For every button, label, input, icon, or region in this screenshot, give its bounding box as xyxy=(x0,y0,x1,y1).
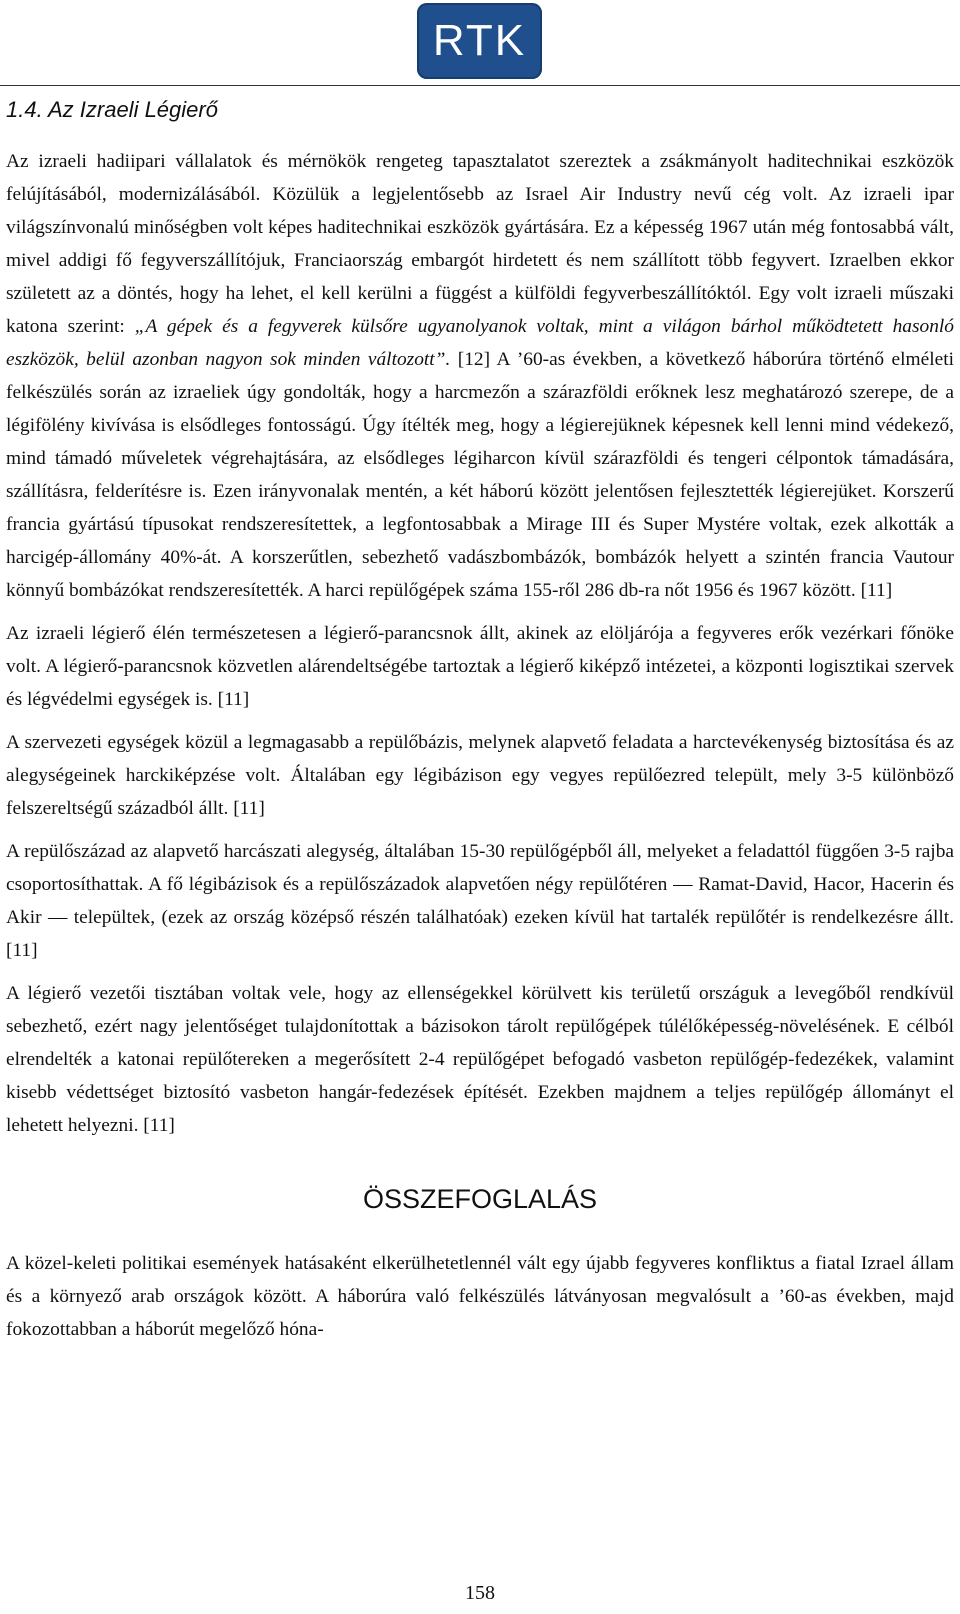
page-header xyxy=(0,0,960,90)
summary-title: ÖSSZEFOGLALÁS xyxy=(362,1184,598,1214)
header-rule xyxy=(0,85,960,86)
paragraph-1-quote: „A gépek és a fegyverek külsőre ugyanolyanok voltak, mint a világon bárhol működtetett hasonló eszközök, belül azonban nagyon sok minden változott”. xyxy=(6,316,954,370)
page-content xyxy=(6,145,954,1356)
summary-paragraph: A közel-keleti politikai események hatásaként elkerülhetetlennél vált egy újabb fegyveres konfliktus a fiatal Izrael állam és a környező arab országok között. A háborúra való felkészülés látványosan megvalósult a ’60-as években, majd fokozottabban a háborút megelőző hóna- xyxy=(6,1253,954,1340)
paragraph-2: Az izraeli légierő élén természetesen a légierő-parancsnok állt, akinek az elöljárója a fegyveres erők vezérkari főnöke volt. A légierő-parancsnok közvetlen alárendeltségébe tartoztak a légierő kiképző intézetei, a központi logisztikai szervek és légvédelmi egységek is. [11] xyxy=(6,623,954,710)
paragraph-4: A repülőszázad az alapvető harcászati alegység, általában 15-30 repülőgépből áll, melyeket a feladattól függően 3-5 rajba csoportosíthattak. A fő légibázisok és a repülőszázadok alapvetően négy repülőtéren ― Ramat-David, Hacor, Hacerin és Akir ― települtek, (ezek az ország középső részén találhatóak) ezeken kívül hat tartalék repülőtér is rendelkezésre állt. [11] xyxy=(6,841,954,961)
paragraph-1-text-b: [12] A ’60-as években, a következő háborúra történő elméleti felkészülés során az izraeliek úgy gondolták, hogy a harcmezőn a szárazföldi erőknek lesz meghatározó szerepe, de a légifölény kivívása is elsődleges fontosságú. Úgy ítélték meg, hogy a légierejüknek képesnek kell lenni mind védekező, mind támadó műveletek végrehajtására, az elsődleges légiharcon kívül szárazföldi és tengeri célpontok támadására, szállításra, felderítésre is. Ezen irányvonalak mentén, a két háború között jelentősen fejlesztették légierejüket. Korszerű francia gyártású típusokat rendszeresítettek, a legfontosabbak a Mirage III és Super Mystére voltak, ezek alkották a harcigép-állomány 40%-át. A korszerűtlen, sebezhető vadászbombázók, bombázók helyett a szintén francia Vautour könnyű bombázókat rendszeresítették. A harci repülőgépek száma 155-ről 286 db-ra nőt 1956 és 1967 között. [11] xyxy=(6,349,954,601)
paragraph-3: A szervezeti egységek közül a legmagasabb a repülőbázis, melynek alapvető feladata a harctevékenység biztosítása és az alegységeinek harckiképzése volt. Általában egy légibázison egy vegyes repülőezred települt, mely 3-5 különböző felszereltségű századból állt. [11] xyxy=(6,732,954,819)
page-number: 158 xyxy=(465,1582,495,1604)
section-title: 1.4. Az Izraeli Légierő xyxy=(6,97,218,122)
rtk-logo xyxy=(417,3,542,79)
logo-text: RTK xyxy=(432,16,527,65)
paragraph-1-text-a: Az izraeli hadiipari vállalatok és mérnökök rengeteg tapasztalatot szereztek a zsákmányolt haditechnikai eszközök felújításából, modernizálásából. Közülük a legjelentősebb az Israel Air Industry nevű cég volt. Az izraeli ipar világszínvonalú minőségben volt képes haditechnikai eszközök gyártására. Ez a képesség 1967 után még fontosabbá vált, mivel addigi fő fegyverszállítójuk, Franciaország embargót hirdetett és nem szállított több fegyvert. Izraelben ekkor született az a döntés, hogy ha lehet, el kell kerülni a függést a külföldi fegyverbeszállítóktól. Egy volt izraeli műszaki katona szerint: xyxy=(6,151,954,337)
paragraph-5: A légierő vezetői tisztában voltak vele, hogy az ellenségekkel körülvett kis területű országuk a levegőből rendkívül sebezhető, ezért nagy jelentőséget tulajdonítottak a bázisokon tárolt repülőgépek túlélőképesség-növelésének. E célból elrendelték a katonai repülőtereken a megerősített 2-4 repülőgépet befogadó vasbeton repülőgép-fedezékek, valamint kisebb védettséget biztosító vasbeton hangár-fedezések építését. Ezekben majdnem a teljes repülőgép állományt el lehetett helyezni. [11] xyxy=(6,983,954,1136)
paragraph-1 xyxy=(6,145,954,607)
